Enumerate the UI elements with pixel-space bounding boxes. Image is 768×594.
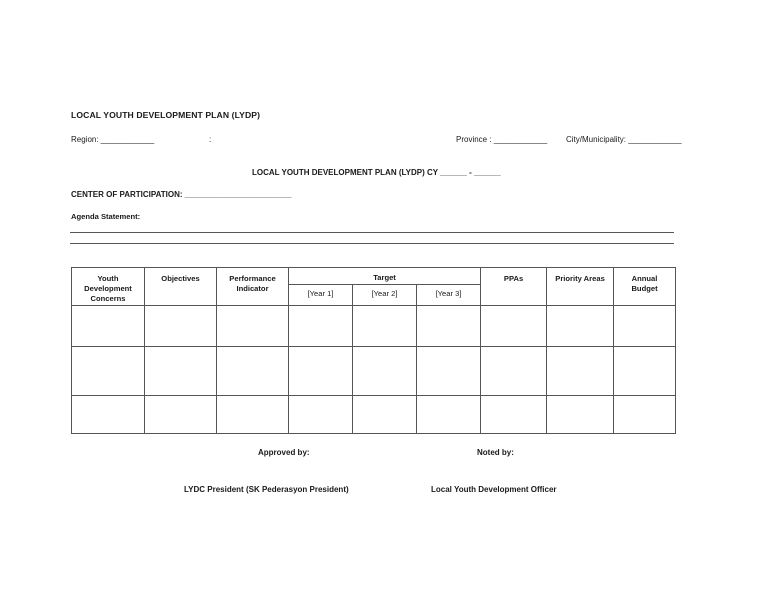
table-row — [72, 306, 676, 347]
header-objectives: Objectives — [145, 268, 217, 306]
plan-table — [71, 267, 676, 434]
table-cell[interactable] — [145, 306, 217, 347]
form-title: LOCAL YOUTH DEVELOPMENT PLAN (LYDP) — [71, 110, 261, 120]
noted-by-label: Noted by: — [477, 448, 514, 457]
table-cell[interactable] — [353, 306, 417, 347]
table-cell[interactable] — [289, 347, 353, 395]
header-year-1: [Year 1] — [289, 285, 353, 306]
table-cell[interactable] — [547, 306, 614, 347]
table-cell[interactable] — [417, 306, 481, 347]
table-cell[interactable] — [217, 395, 289, 433]
city-municipality-field: City/Municipality: ____________ — [566, 135, 682, 144]
province-field: Province : ____________ — [456, 135, 548, 144]
header-priority-areas: Priority Areas — [547, 268, 614, 306]
table-cell[interactable] — [417, 347, 481, 395]
header-year-2: [Year 2] — [353, 285, 417, 306]
table-cell[interactable] — [217, 347, 289, 395]
youth-development-officer-signatory: Local Youth Development Officer — [431, 485, 557, 494]
center-of-participation-field: CENTER OF PARTICIPATION: ________________________ — [71, 190, 292, 199]
table-cell[interactable] — [145, 395, 217, 433]
table-cell[interactable] — [481, 395, 547, 433]
table-header-row — [72, 268, 676, 285]
table-cell[interactable] — [145, 347, 217, 395]
plan-subtitle: LOCAL YOUTH DEVELOPMENT PLAN (LYDP) CY ______ - ______ — [252, 168, 501, 177]
header-target: Target — [289, 268, 481, 285]
header-performance-indicator: Performance Indicator — [217, 268, 289, 306]
table-row — [72, 395, 676, 433]
table-cell[interactable] — [72, 347, 145, 395]
agenda-line-1 — [70, 232, 674, 233]
approved-by-label: Approved by: — [258, 448, 310, 457]
table-cell[interactable] — [353, 395, 417, 433]
table-cell[interactable] — [547, 395, 614, 433]
lydc-president-signatory: LYDC President (SK Pederasyon President) — [184, 485, 349, 494]
header-youth-development-concerns: Youth Development Concerns — [72, 268, 145, 306]
table-cell[interactable] — [614, 395, 676, 433]
table-cell[interactable] — [614, 306, 676, 347]
region-field: Region: ____________ — [71, 135, 155, 144]
table-cell[interactable] — [72, 395, 145, 433]
table-cell[interactable] — [547, 347, 614, 395]
table-cell[interactable] — [289, 395, 353, 433]
table-cell[interactable] — [481, 306, 547, 347]
table-cell[interactable] — [217, 306, 289, 347]
table-cell[interactable] — [614, 347, 676, 395]
header-ppas: PPAs — [481, 268, 547, 306]
agenda-statement-label: Agenda Statement: — [71, 212, 141, 221]
table-cell[interactable] — [417, 395, 481, 433]
table-cell[interactable] — [353, 347, 417, 395]
table-cell[interactable] — [481, 347, 547, 395]
table-cell[interactable] — [289, 306, 353, 347]
header-annual-budget: Annual Budget — [614, 268, 676, 306]
header-year-3: [Year 3] — [417, 285, 481, 306]
separator-colon: : — [209, 135, 212, 144]
table-row — [72, 347, 676, 395]
agenda-line-2 — [70, 243, 674, 244]
table-cell[interactable] — [72, 306, 145, 347]
